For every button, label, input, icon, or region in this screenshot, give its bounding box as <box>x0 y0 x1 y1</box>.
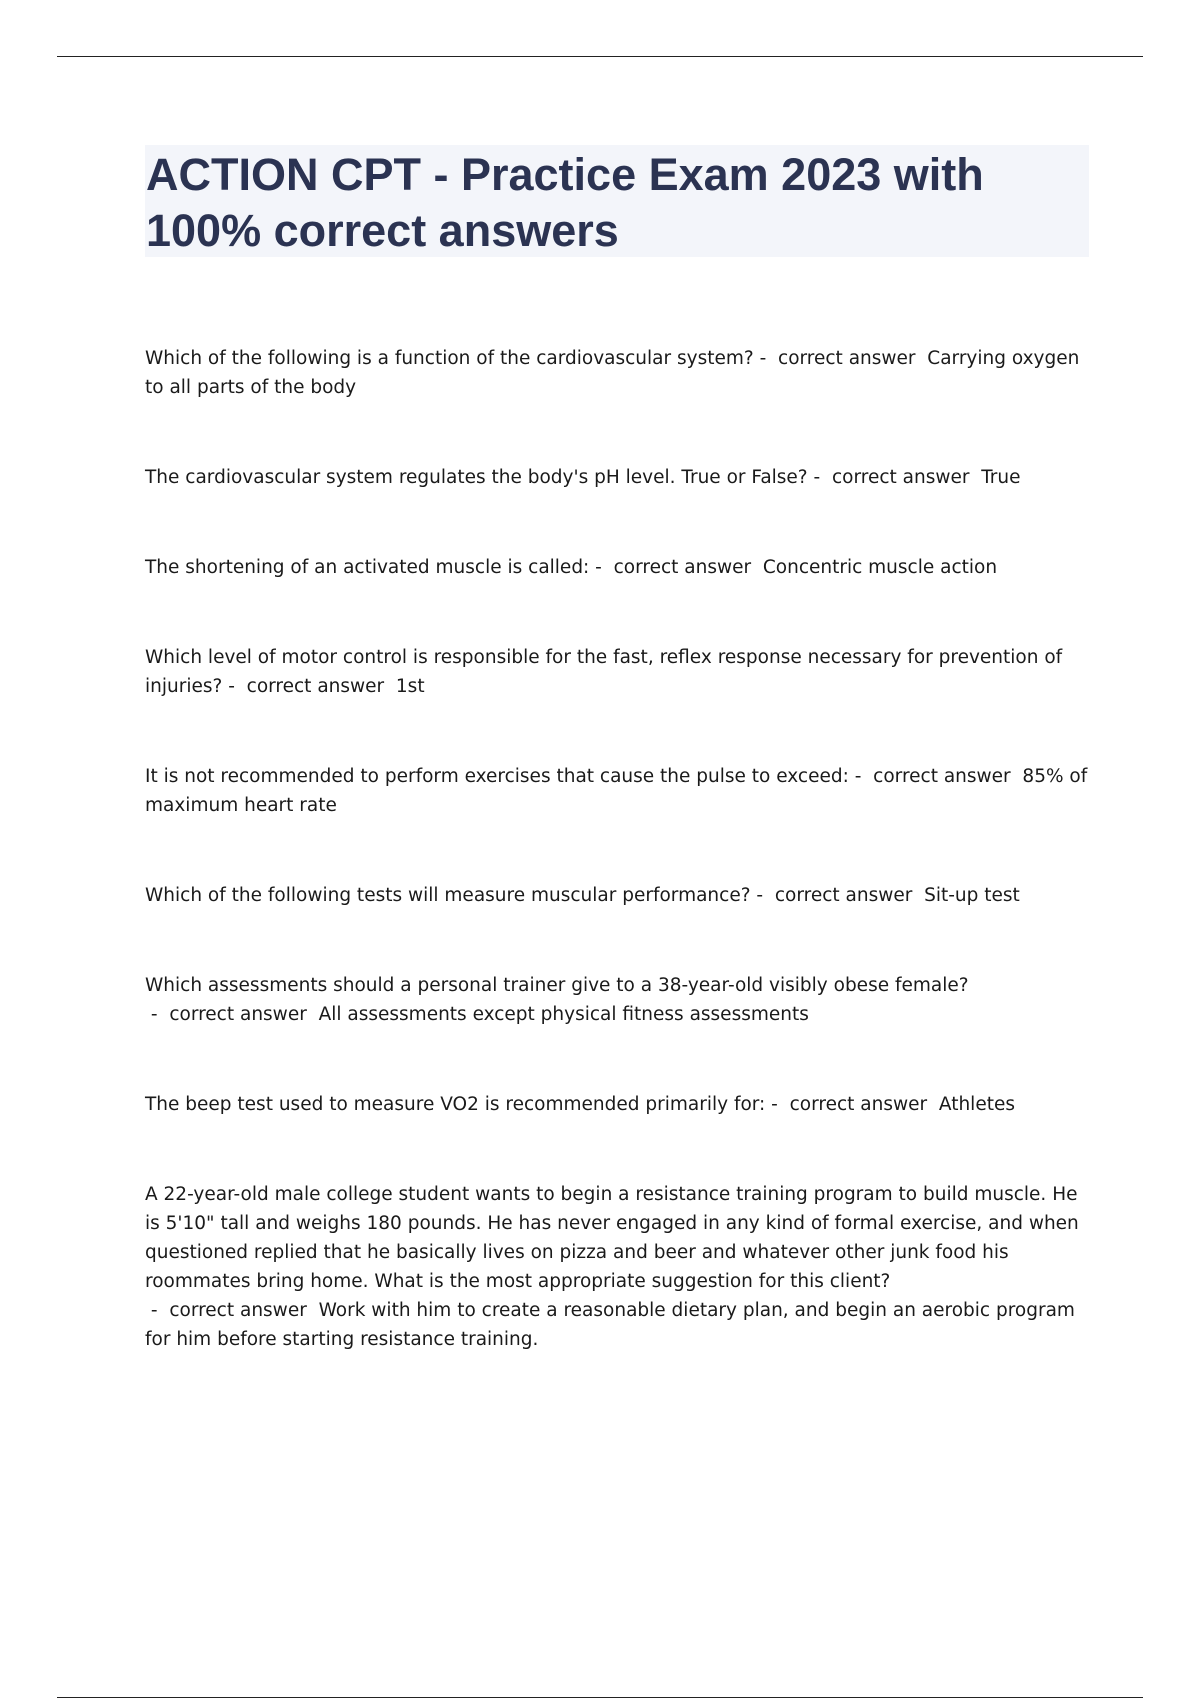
question-text: The shortening of an activated muscle is called: <box>145 557 590 578</box>
answer-label: correct answer <box>246 676 396 697</box>
answer-label: correct answer <box>778 348 928 369</box>
question-text: Which of the following is a function of the cardiovascular system? <box>145 348 754 369</box>
answer-text: Athletes <box>938 1094 1015 1115</box>
qa-item <box>145 762 1090 820</box>
bottom-divider <box>57 1697 1143 1698</box>
answer-text: Concentric muscle action <box>762 557 998 578</box>
qa-item <box>145 881 1090 910</box>
question-text: The beep test used to measure VO2 is recommended primarily for: <box>145 1094 766 1115</box>
separator: - <box>753 348 779 369</box>
question-text: Which of the following tests will measure muscular performance? <box>145 885 751 906</box>
answer-label: correct answer <box>613 557 763 578</box>
qa-item <box>145 344 1090 402</box>
separator: - <box>807 467 832 488</box>
answer-label: correct answer <box>169 1004 319 1025</box>
separator: - <box>589 557 614 578</box>
separator: - <box>765 1094 790 1115</box>
answer-label: correct answer <box>169 1300 319 1321</box>
qa-item <box>145 971 1090 1029</box>
question-list <box>145 344 1090 1415</box>
question-text: It is not recommended to perform exercises that cause the pulse to exceed: <box>145 766 849 787</box>
answer-text: 1st <box>395 676 425 697</box>
answer-text: True <box>981 467 1021 488</box>
qa-item <box>145 553 1090 582</box>
answer-text: 85% of maximum heart rate <box>145 766 1088 816</box>
separator: - <box>145 1004 170 1025</box>
answer-text: Carrying oxygen to all parts of the body <box>145 348 1080 398</box>
question-text: The cardiovascular system regulates the body's pH level. True or False? <box>145 467 808 488</box>
top-divider <box>57 56 1143 57</box>
qa-item <box>145 1180 1090 1354</box>
answer-label: correct answer <box>774 885 925 906</box>
qa-item <box>145 463 1090 492</box>
question-text: A 22-year-old male college student wants to begin a resistance training program to build muscle. He is 5'10" tall and weighs 180 pounds. He has never engaged in any kind of formal exercise, and when questioned replied that he basically lives on pizza and beer and whatever other junk food his roommates bring home. What is the most appropriate suggestion for this client? <box>145 1184 1079 1292</box>
separator: - <box>145 1300 170 1321</box>
answer-label: correct answer <box>873 766 1023 787</box>
answer-text: All assessments except physical fitness assessments <box>318 1004 809 1025</box>
answer-text: Work with him to create a reasonable dietary plan, and begin an aerobic program for him before starting resistance training. <box>145 1300 1075 1350</box>
separator: - <box>222 676 247 697</box>
qa-item <box>145 643 1090 701</box>
separator: - <box>848 766 874 787</box>
separator: - <box>750 885 775 906</box>
answer-text: Sit-up test <box>924 885 1020 906</box>
answer-label: correct answer <box>831 467 982 488</box>
page-title: ACTION CPT - Practice Exam 2023 with 100% correct answers <box>146 149 984 256</box>
question-text: Which assessments should a personal trainer give to a 38-year-old visibly obese female? <box>145 975 969 996</box>
answer-label: correct answer <box>789 1094 939 1115</box>
qa-item <box>145 1090 1090 1119</box>
question-text: Which level of motor control is responsible for the fast, reflex response necessary for prevention of injuries? <box>145 647 1063 697</box>
